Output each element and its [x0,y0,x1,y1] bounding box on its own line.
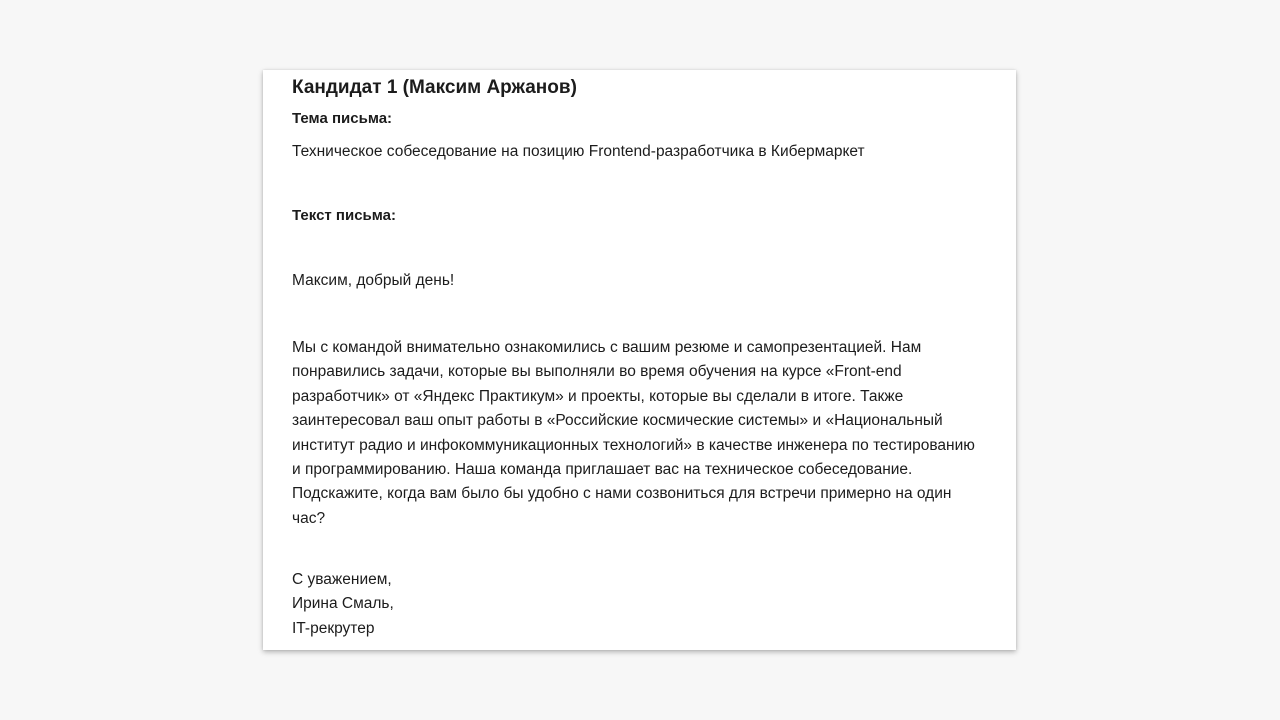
subject-label: Тема письма: [292,110,393,127]
email-body: Мы с командой внимательно ознакомились с вашим резюме и самопрезентацией. Нам понравились задачи, которые вы выполняли во время обучения на курсе «Front-end разработчик» от «Яндекс Практикум» и проекты, которые вы сделали в итоге. Также заинтересовал ваш опыт работы в «Российские космические системы» и «Национальный институт радио и инфокоммуникационных технологий» в качестве инженера по тестированию и программированию. Наша команда приглашает вас на техническое собеседование. Подскажите, когда вам было бы удобно с нами созвониться для встречи примерно на один час? [292,339,975,527]
candidate-title: Кандидат 1 (Максим Аржанов) [292,77,577,98]
body-label: Текст письма: [292,207,397,224]
document-page [263,70,1016,650]
email-greeting: Максим, добрый день! [292,272,455,289]
signature-name: Ирина Смаль, [292,595,394,613]
signature-closing: С уважением, [292,571,392,588]
email-signature [292,568,394,641]
email-subject: Техническое собеседование на позицию Frontend-разработчика в Кибермаркет [292,143,865,160]
signature-role: IT-рекрутер [292,619,375,637]
